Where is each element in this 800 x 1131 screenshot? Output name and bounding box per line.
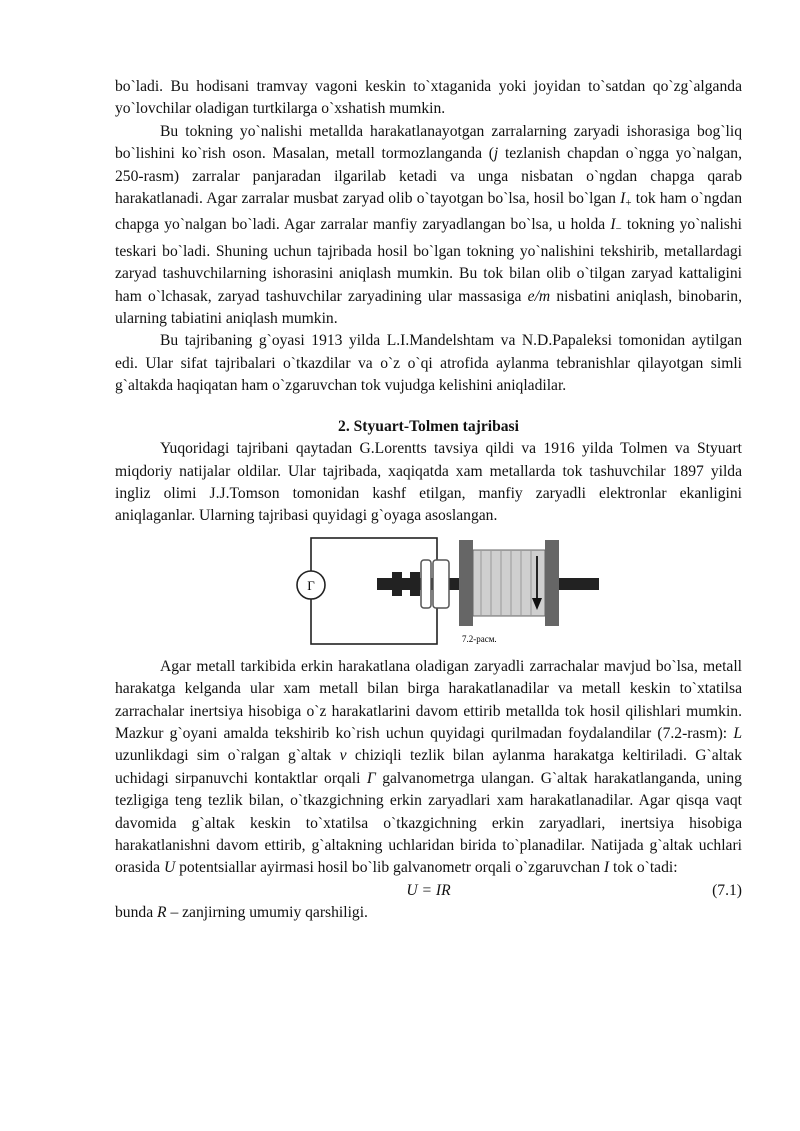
slip-ring xyxy=(421,560,431,608)
paragraph-1: bo`ladi. Bu hodisani tramvay vagoni keskin to`xtaganida yoki joyidan to`satdan qo`zg`alganda yo`lovchilar oladigan turtkilarga o`xshatish mumkin. xyxy=(115,78,742,118)
paragraph-2: Bu tokning yo`nalishi metallda harakatlanayotgan zarralarning zaryadi ishorasiga bog`liq bo`lishini ko`rish oson. Masalan, metall tormozlanganda (j tezlanish chapdan o`ngga yo`nalgan, 250-rasm) zarralar panjaradan ilgarilab ketadi va unga nisbatan o`ngdan chapga qarab harakatlanadi. Agar zarralar musbat zaryad olib o`tayotgan bo`lsa, hosil bo`lgan $I_+$ tok ham o`ngdan chapga yo`nalgan bo`ladi. Agar zarralar manfiy zaryadlangan bo`lsa, u holda $I_-$ tokning yo`nalishi teskari bo`ladi. Shuning uchun tajribada hosil bo`lgan tokning yo`nalishini tekshirib, metallardagi zaryad tashuvchilarning ishorasini aniqlash mumkin. Bu tok bilan olib o`tilgan zaryad kattaligini ham o`lchasak, zaryad tashuvchilar zaryadining ular massasiga e/m nisbatini aniqlash, binobarin, ularning tabiatini aniqlash mumkin. xyxy=(115,122,743,328)
paragraph-6: bunda R – zanjirning umumiy qarshiligi. xyxy=(115,904,368,922)
equation-row xyxy=(115,880,742,902)
figure-7-2 xyxy=(115,534,742,652)
figure-caption: 7.2-расм. xyxy=(462,633,497,644)
symbol-i: I xyxy=(603,859,610,877)
contact-disc xyxy=(410,572,420,596)
symbol-galvanometer: Г xyxy=(366,769,376,787)
symbol-v: v xyxy=(339,747,347,765)
symbol-e-over-m: e/m xyxy=(527,287,551,305)
symbol-i-minus: $I_-$ xyxy=(610,216,622,236)
coil-flange xyxy=(545,540,559,626)
slip-ring xyxy=(433,560,449,608)
symbol-u: U xyxy=(163,859,176,877)
document-page xyxy=(115,76,742,925)
symbol-l: L xyxy=(733,724,742,742)
paragraph-4: Yuqoridagi tajribani qaytadan G.Lorentts tavsiya qildi va 1916 yilda Tolmen va Styuart miqdoriy natijalar oldilar. Ular tajribada, xaqiqatda xam metallarda tok tashuvchilar 1897 yilda ingliz olimi J.J.Tomson tomonidan kashf etilgan, manfiy zaryadli elektronlar ekanligini aniqlaganlar. Ularning tajribasi quyidagi g`oyaga asoslangan. xyxy=(115,440,742,525)
coil-body xyxy=(473,550,545,616)
contact-disc xyxy=(392,572,402,596)
apparatus-diagram xyxy=(115,534,742,652)
coil-flange xyxy=(459,540,473,626)
galvanometer-label: Г xyxy=(307,577,315,593)
paragraph-5: Agar metall tarkibida erkin harakatlana oladigan zaryadli zarrachalar mavjud bo`lsa, metall harakatga kelganda ular xam metall bilan birga harakatlanadilar va metall keskin to`xtatilsa zarrachalar inertsiya hisobiga o`z harakatlarini davom ettirib metallda tok hosil qilishlari mumkin. Mazkur g`oyani amalda tekshirib ko`rish uchun quyidagi qurilmadan foydalandilar (7.2-rasm): L uzunlikdagi sim o`ralgan g`altak v chiziqli tezlik bilan aylanma harakatga keltiriladi. G`altak uchidagi sirpanuvchi kontaktlar orqali Г galvanometrga ulangan. G`altak harakatlanganda, uning tezligiga teng tezlik bilan, o`tkazgichning erkin zaryadlari xam harakatlanadilar. Agar qisqa vaqt davomida g`altak keskin to`xtatilsa o`tkazgichning erkin zaryadlari, inertsiya hisobiga harakatlanishni davom ettirib, g`altakning uchlaridan birida to`planadilar. Natijada g`altak uchlari orasida U potentsiallar ayirmasi hosil bo`lib galvanometr orqali o`zgaruvchan I tok o`tadi: xyxy=(115,657,742,877)
equation-number: (7.1) xyxy=(712,881,742,899)
symbol-j: j xyxy=(493,145,499,163)
section-heading: 2. Styuart-Tolmen tajribasi xyxy=(338,417,519,435)
equation-formula: U = IR xyxy=(406,881,451,899)
paragraph-3: Bu tajribaning g`oyasi 1913 yilda L.I.Mandelshtam va N.D.Papaleksi tomonidan aytilgan edi. Ular sifat tajribalari o`tkazdilar va o`z o`qi atrofida aylanma tebranishlar qilayotgan simli g`altakda haqiqatan ham o`zgaruvchan tok vujudga kelishini aniqladilar. xyxy=(115,332,742,395)
symbol-i-plus: $I_+$ xyxy=(620,190,632,210)
symbol-r: R xyxy=(157,904,167,922)
